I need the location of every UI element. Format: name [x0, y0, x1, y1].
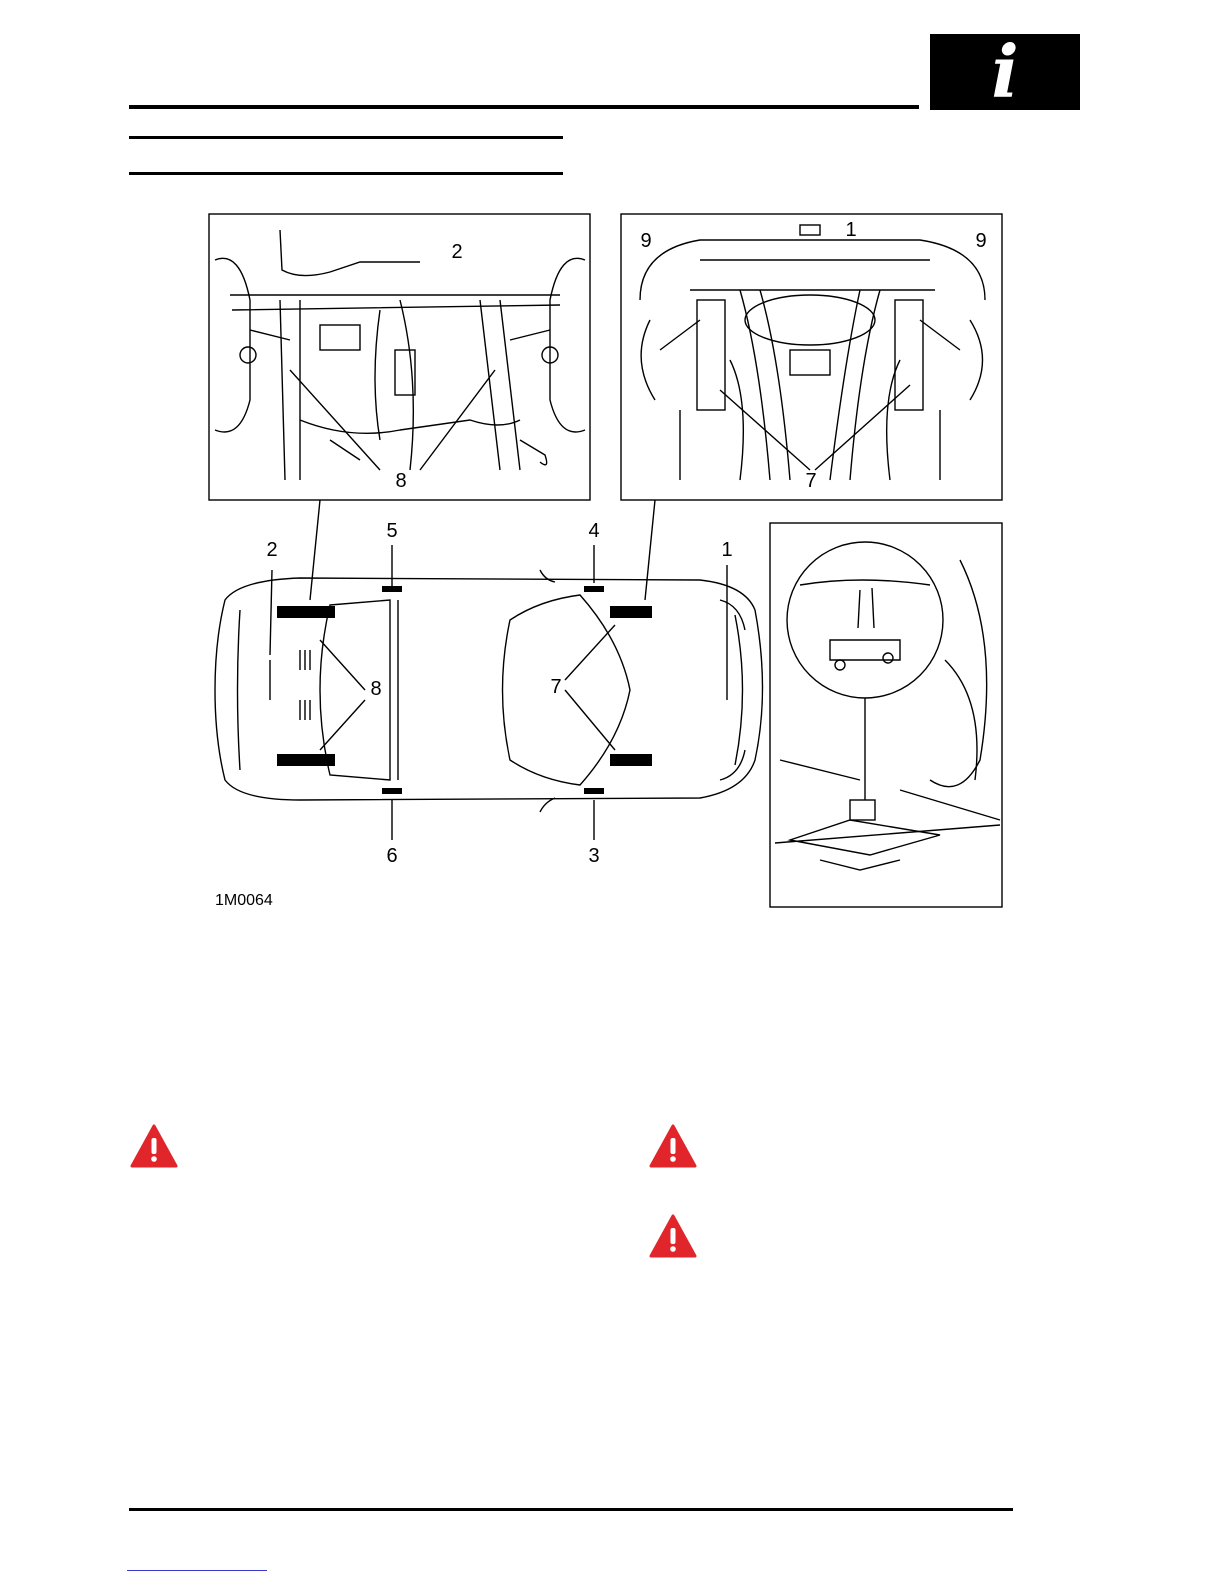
info-icon: i	[930, 34, 1080, 110]
plan-label-4: 4	[588, 520, 600, 542]
inset-label-9-left: 9	[640, 230, 652, 252]
plan-label-5: 5	[386, 520, 398, 542]
warning-triangle-icon	[130, 1124, 178, 1168]
plan-label-6: 6	[386, 845, 398, 867]
inset-label-8: 8	[395, 470, 407, 492]
inset-label-1: 1	[845, 219, 857, 241]
plan-label-2: 2	[266, 539, 278, 561]
plan-label-1: 1	[721, 539, 733, 561]
plan-label-7: 7	[550, 676, 562, 698]
inset-label-2: 2	[451, 241, 463, 263]
figure-ref-code: 1M0064	[215, 892, 273, 909]
warning-triangle-icon	[649, 1214, 697, 1258]
footer-link[interactable]	[127, 1570, 267, 1571]
plan-label-3: 3	[588, 845, 600, 867]
warning-triangle-icon	[649, 1124, 697, 1168]
inset-label-9-right: 9	[975, 230, 987, 252]
plan-label-8: 8	[370, 678, 382, 700]
inset-label-7: 7	[805, 470, 817, 492]
footer-rule	[129, 1508, 1013, 1511]
